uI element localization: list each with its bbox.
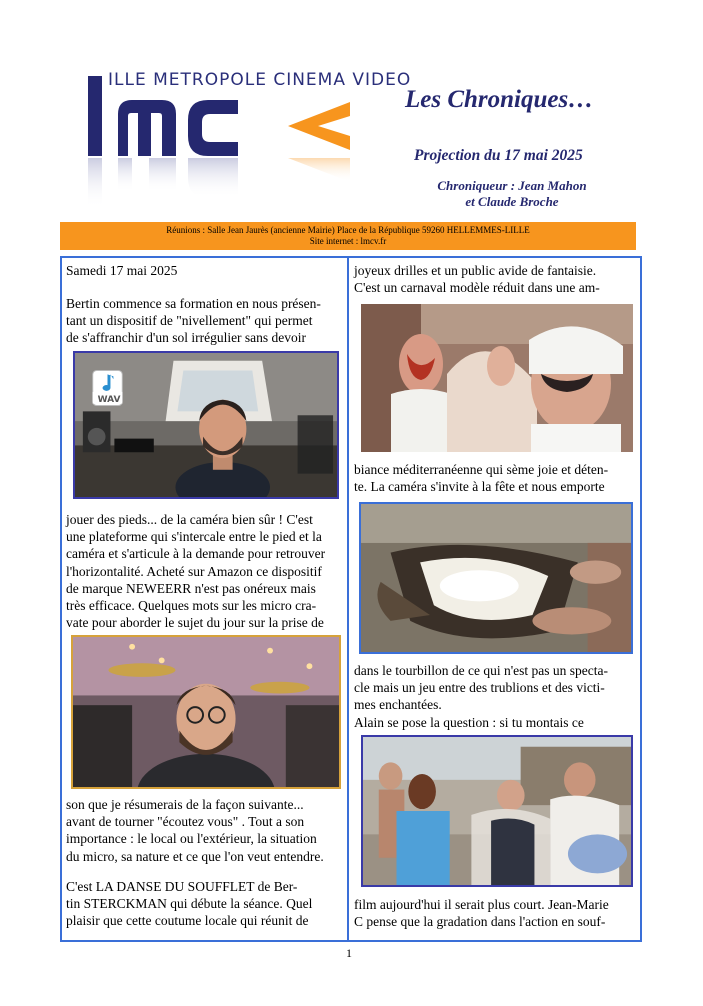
text-line: l'horizontalité. Acheté sur Amazon ce dispositif xyxy=(66,563,322,579)
text-line: C'est LA DANSE DU SOUFFLET de Ber- xyxy=(66,879,298,894)
paragraph xyxy=(66,511,325,631)
info-banner xyxy=(60,222,636,250)
text-line: tant un dispositif de "nivellement" qui permet xyxy=(66,313,313,329)
wav-label: WAV xyxy=(97,395,121,405)
projection-date: Projection du 17 mai 2025 xyxy=(414,147,583,164)
text-line: cle mais un jeu entre des trublions et des victi- xyxy=(354,680,605,696)
logo-tagline: ILLE METROPOLE CINEMA VIDEO xyxy=(108,70,412,90)
paragraph xyxy=(66,796,324,865)
text-line: de marque NEWEERR n'est pas onéreux mais xyxy=(66,580,316,596)
page-number: 1 xyxy=(346,946,352,960)
logo-letters xyxy=(60,62,61,63)
text-line: joyeux drilles et un public avide de fantaisie. xyxy=(354,263,597,278)
banner-address: Réunions : Salle Jean Jaurès (ancienne Mairie) Place de la République 59260 HELLEMMES-LILLE xyxy=(166,225,530,235)
paragraph xyxy=(354,262,600,296)
paragraph xyxy=(354,662,608,731)
article-date: Samedi 17 mai 2025 xyxy=(66,263,178,278)
photo-street-crowd xyxy=(361,735,633,887)
paragraph xyxy=(66,295,321,347)
banner-website: Site internet : lmcv.fr xyxy=(309,236,387,246)
chroniqueur-line: Chroniqueur : Jean Mahon xyxy=(437,178,587,193)
text-line: dans le tourbillon de ce qui n'est pas un specta- xyxy=(354,663,608,678)
text-line: film aujourd'hui il serait plus court. Jean-Marie xyxy=(354,897,609,912)
text-line: C pense que la gradation dans l'action en souf- xyxy=(354,914,606,930)
text-line: mes enchantées. xyxy=(354,697,442,713)
text-line: avant de tourner "écoutez vous" . Tout a son xyxy=(66,814,305,830)
text-line: caméra et s'articule à la demande pour retrouver xyxy=(66,546,326,562)
text-line: plaisir que cette coutume locale qui réunit de xyxy=(66,913,309,929)
text-line: très efficace. Quelques mots sur les micro cra- xyxy=(66,598,317,614)
text-line: tin STERCKMAN qui débute la séance. Quel xyxy=(66,896,313,912)
text-line: jouer des pieds... de la caméra bien sûr ! C'est xyxy=(66,512,313,527)
page-title: Les Chroniques… xyxy=(405,86,594,113)
paragraph xyxy=(354,896,609,930)
text-line: du micro, sa nature et ce que l'on veut entendre. xyxy=(66,848,324,864)
text-line: vate pour aborder le sujet du jour sur la prise de xyxy=(66,615,324,631)
column-divider xyxy=(347,258,349,940)
chroniqueur xyxy=(422,178,602,210)
photo-carnival-facepaint xyxy=(361,304,633,452)
chroniqueur-line: et Claude Broche xyxy=(465,194,559,209)
text-line: importance : le local ou l'extérieur, la situation xyxy=(66,831,317,847)
photo-bellows xyxy=(359,502,633,654)
paragraph xyxy=(66,878,312,930)
paragraph xyxy=(354,461,608,495)
text-line: Bertin commence sa formation en nous présen- xyxy=(66,296,321,311)
photo-presenter-drums xyxy=(71,635,341,789)
text-line: biance méditerranéenne qui sème joie et déten- xyxy=(354,462,609,477)
text-line: Alain se pose la question : si tu montais ce xyxy=(354,714,584,730)
text-line: son que je résumerais de la façon suivante... xyxy=(66,797,304,812)
text-line: te. La caméra s'invite à la fête et nous emporte xyxy=(354,479,605,495)
text-line: C'est un carnaval modèle réduit dans une am- xyxy=(354,280,600,296)
photo-presenter-studio xyxy=(73,351,339,499)
text-line: de s'affranchir d'un sol irrégulier sans devoir xyxy=(66,330,307,346)
lmcv-logo xyxy=(60,62,370,222)
text-line: une plateforme qui s'intercale entre le pied et la xyxy=(66,529,322,545)
